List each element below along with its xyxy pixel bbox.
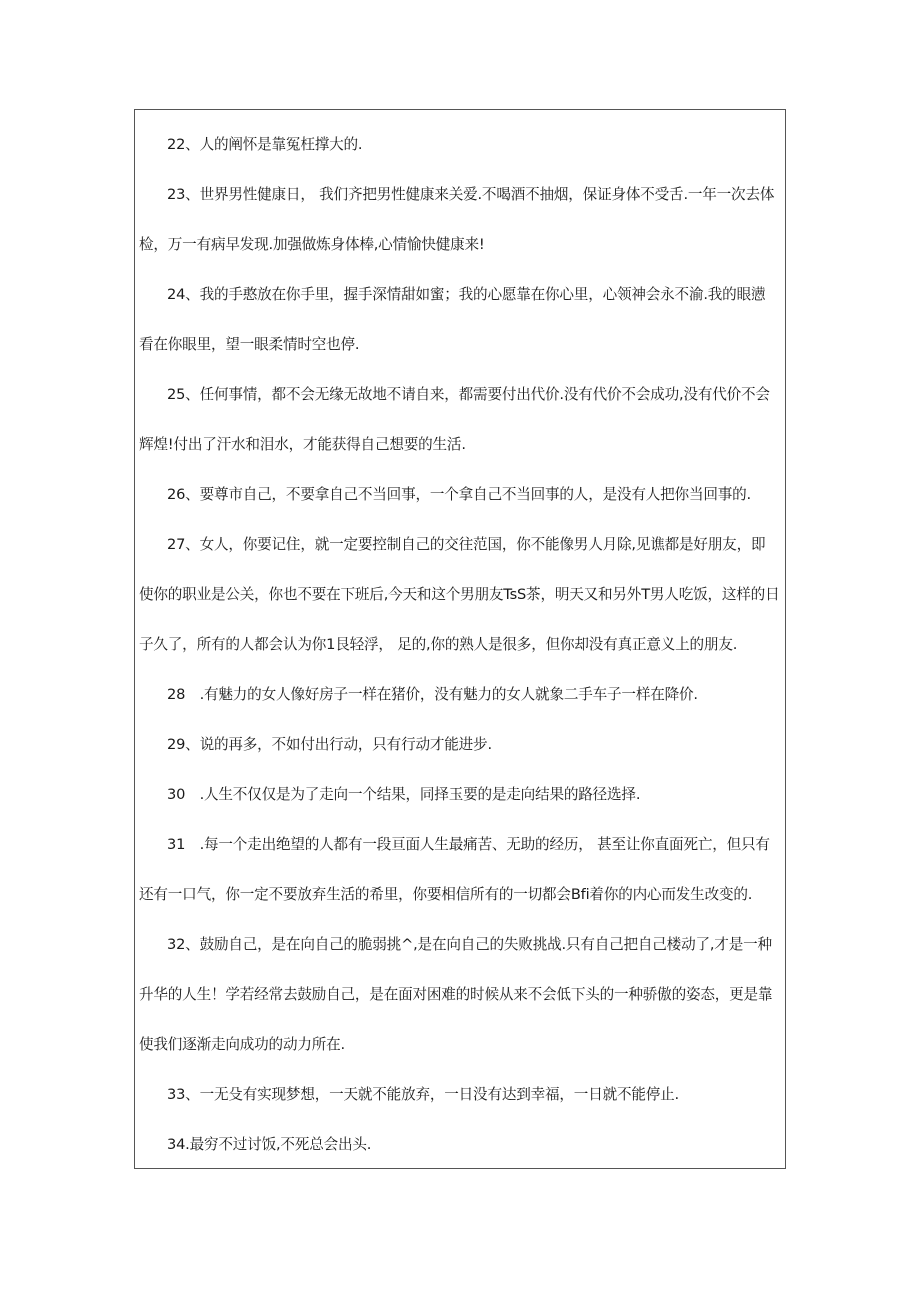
paragraph-line: 25、任何事情，都不会无缘无故地不请自来，都需要付出代价.没有代价不会成功,没有代价不会 bbox=[167, 386, 770, 403]
paragraph-continuation: 使我们逐渐走向成功的动力所在. bbox=[139, 1036, 345, 1053]
text-body bbox=[135, 110, 785, 1168]
paragraph-continuation: 子久了，所有的人都会认为你1艮轻浮， 足的,你的熟人是很多，但你却没有真正意义上的朋友. bbox=[139, 636, 738, 653]
paragraph-line: 33、一无殳有实现梦想，一天就不能放弃，一日没有达到幸福，一日就不能停止. bbox=[167, 1086, 679, 1103]
paragraph-continuation: 使你的职业是公关，你也不要在下班后,今天和这个男朋友TsS茶，明天又和另外T男人吃饭，这样的日 bbox=[139, 586, 780, 603]
paragraph-line: 26、要尊市自己，不要拿自己不当回事，一个拿自己不当回事的人，是没有人把你当回事的. bbox=[167, 486, 751, 503]
paragraph-line: 22、人的阐怀是靠冤枉撑大的. bbox=[167, 136, 363, 153]
paragraph-continuation: 还有一口气，你一定不要放弃生活的希里，你要相信所有的一切都会Bfi着你的内心而发生改变的. bbox=[139, 886, 753, 903]
paragraph-line: 24、我的手憨放在你手里，握手深情甜如蜜；我的心愿靠在你心里，心领神会永不渝.我的眼懑 bbox=[167, 286, 766, 303]
paragraph-line: 23、世界男性健康日， 我们齐把男性健康来关爱.不喝酒不抽烟，保证身体不受舌.一年一次去体 bbox=[167, 186, 775, 203]
paragraph-line: 28 .有魅力的女人像好房子一样在猪价，没有魅力的女人就象二手车子一样在降价. bbox=[167, 686, 698, 703]
paragraph-line: 34.最穷不过讨饭,不死总会出头. bbox=[167, 1136, 372, 1153]
paragraph-line: 32、鼓励自己，是在向自己的脆弱挑^,是在向自己的失败挑战.只有自己把自己楼动了,才是一种 bbox=[167, 936, 772, 953]
paragraph-continuation: 辉煌!付出了汗水和泪水，才能获得自己想要的生活. bbox=[139, 436, 466, 453]
paragraph-continuation: 升华的人生！学若经常去鼓励自己，是在面对困难的时候从来不会低下头的一种骄傲的姿态，更是靠 bbox=[139, 986, 773, 1003]
paragraph-line: 30 .人生不仅仅是为了走向一个结果，同择玉要的是走向结果的路径选择. bbox=[167, 786, 641, 803]
paragraph-line: 31 .每一个走出绝望的人都有一段亘面人生最痛苦、无助的经历， 甚至让你直面死亡，但只有 bbox=[167, 836, 770, 853]
paragraph-continuation: 看在你眼里，望一眼柔情时空也停. bbox=[139, 336, 360, 353]
paragraph-line: 27、女人，你要记住，就一定要控制自己的交往范国，你不能像男人月除,见谯都是好朋友，即 bbox=[167, 536, 766, 553]
paragraph-continuation: 检，万一有病早发现.加强做炼身体棒,心情愉快健康来! bbox=[139, 236, 485, 253]
document-page bbox=[134, 109, 786, 1169]
paragraph-line: 29、说的再多，不如付出行动，只有行动才能进步. bbox=[167, 736, 492, 753]
